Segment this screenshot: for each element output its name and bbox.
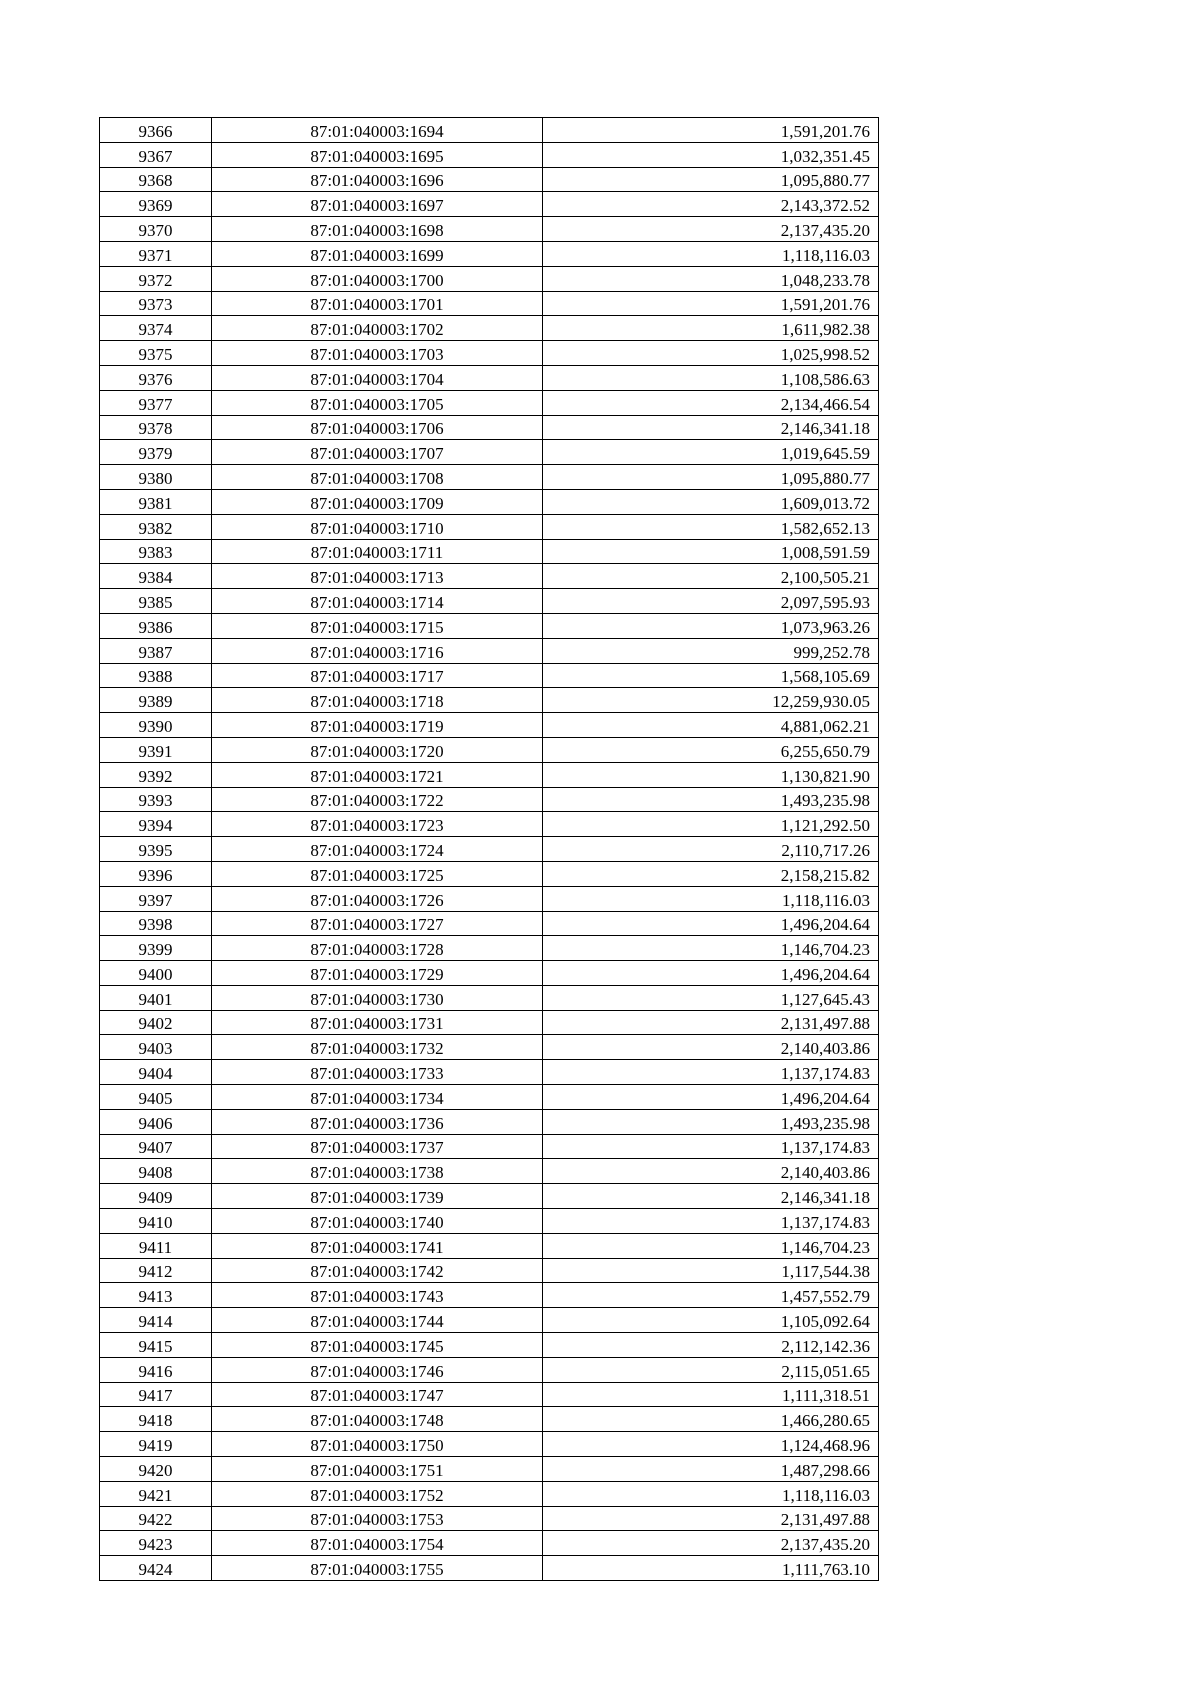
row-number-cell: 9418 [100,1407,212,1432]
table-body [100,118,879,1581]
table-row [100,192,879,217]
row-number-cell: 9409 [100,1184,212,1209]
row-number-cell: 9387 [100,638,212,663]
value-cell: 1,095,880.77 [543,465,879,490]
value-cell: 1,124,468.96 [543,1432,879,1457]
row-number-cell: 9394 [100,812,212,837]
cadastral-number-cell: 87:01:040003:1754 [212,1531,543,1556]
table-row [100,539,879,564]
cadastral-number-cell: 87:01:040003:1752 [212,1481,543,1506]
cadastral-number-cell: 87:01:040003:1745 [212,1333,543,1358]
table-row [100,663,879,688]
cadastral-number-cell: 87:01:040003:1711 [212,539,543,564]
row-number-cell: 9412 [100,1258,212,1283]
cadastral-number-cell: 87:01:040003:1741 [212,1233,543,1258]
value-cell: 2,143,372.52 [543,192,879,217]
value-cell: 1,137,174.83 [543,1209,879,1234]
row-number-cell: 9416 [100,1357,212,1382]
row-number-cell: 9420 [100,1457,212,1482]
value-cell: 2,137,435.20 [543,217,879,242]
row-number-cell: 9424 [100,1556,212,1581]
value-cell: 1,111,763.10 [543,1556,879,1581]
cadastral-number-cell: 87:01:040003:1720 [212,737,543,762]
row-number-cell: 9371 [100,241,212,266]
row-number-cell: 9404 [100,1060,212,1085]
row-number-cell: 9400 [100,961,212,986]
cadastral-number-cell: 87:01:040003:1729 [212,961,543,986]
value-cell: 2,146,341.18 [543,1184,879,1209]
table-row [100,564,879,589]
table-row [100,1556,879,1581]
row-number-cell: 9399 [100,936,212,961]
row-number-cell: 9408 [100,1159,212,1184]
value-cell: 1,457,552.79 [543,1283,879,1308]
value-cell: 1,130,821.90 [543,762,879,787]
table-row [100,936,879,961]
row-number-cell: 9376 [100,365,212,390]
cadastral-number-cell: 87:01:040003:1699 [212,241,543,266]
table-row [100,737,879,762]
table-row [100,911,879,936]
cadastral-number-cell: 87:01:040003:1748 [212,1407,543,1432]
row-number-cell: 9414 [100,1308,212,1333]
row-number-cell: 9384 [100,564,212,589]
row-number-cell: 9390 [100,713,212,738]
value-cell: 1,019,645.59 [543,440,879,465]
value-cell: 1,095,880.77 [543,167,879,192]
table-row [100,787,879,812]
value-cell: 1,008,591.59 [543,539,879,564]
table-row [100,365,879,390]
row-number-cell: 9388 [100,663,212,688]
cadastral-number-cell: 87:01:040003:1709 [212,489,543,514]
value-cell: 1,493,235.98 [543,1109,879,1134]
cadastral-number-cell: 87:01:040003:1747 [212,1382,543,1407]
table-row [100,1184,879,1209]
table-row [100,390,879,415]
cadastral-number-cell: 87:01:040003:1740 [212,1209,543,1234]
value-cell: 1,105,092.64 [543,1308,879,1333]
table-row [100,1457,879,1482]
table-row [100,861,879,886]
cadastral-number-cell: 87:01:040003:1701 [212,291,543,316]
row-number-cell: 9413 [100,1283,212,1308]
value-cell: 1,118,116.03 [543,1481,879,1506]
row-number-cell: 9385 [100,589,212,614]
table-row [100,1333,879,1358]
value-cell: 2,146,341.18 [543,415,879,440]
row-number-cell: 9422 [100,1506,212,1531]
row-number-cell: 9368 [100,167,212,192]
value-cell: 1,127,645.43 [543,985,879,1010]
table-row [100,1209,879,1234]
cadastral-number-cell: 87:01:040003:1719 [212,713,543,738]
row-number-cell: 9380 [100,465,212,490]
row-number-cell: 9370 [100,217,212,242]
value-cell: 1,496,204.64 [543,961,879,986]
table-row [100,638,879,663]
cadastral-number-cell: 87:01:040003:1714 [212,589,543,614]
value-cell: 2,140,403.86 [543,1159,879,1184]
row-number-cell: 9373 [100,291,212,316]
cadastral-number-cell: 87:01:040003:1739 [212,1184,543,1209]
row-number-cell: 9382 [100,514,212,539]
cadastral-number-cell: 87:01:040003:1705 [212,390,543,415]
value-cell: 1,493,235.98 [543,787,879,812]
table-row [100,1432,879,1457]
cadastral-number-cell: 87:01:040003:1721 [212,762,543,787]
cadastral-number-cell: 87:01:040003:1743 [212,1283,543,1308]
row-number-cell: 9401 [100,985,212,1010]
row-number-cell: 9423 [100,1531,212,1556]
value-cell: 2,158,215.82 [543,861,879,886]
table-row [100,1258,879,1283]
row-number-cell: 9389 [100,688,212,713]
value-cell: 1,146,704.23 [543,1233,879,1258]
cadastral-number-cell: 87:01:040003:1734 [212,1085,543,1110]
cadastral-number-cell: 87:01:040003:1737 [212,1134,543,1159]
row-number-cell: 9395 [100,837,212,862]
row-number-cell: 9421 [100,1481,212,1506]
row-number-cell: 9406 [100,1109,212,1134]
table-row [100,1531,879,1556]
cadastral-number-cell: 87:01:040003:1738 [212,1159,543,1184]
row-number-cell: 9386 [100,613,212,638]
row-number-cell: 9407 [100,1134,212,1159]
value-cell: 1,073,963.26 [543,613,879,638]
row-number-cell: 9383 [100,539,212,564]
cadastral-number-cell: 87:01:040003:1732 [212,1035,543,1060]
cadastral-number-cell: 87:01:040003:1736 [212,1109,543,1134]
value-cell: 2,134,466.54 [543,390,879,415]
cadastral-number-cell: 87:01:040003:1713 [212,564,543,589]
cadastral-number-cell: 87:01:040003:1708 [212,465,543,490]
table-row [100,1382,879,1407]
table-row [100,1109,879,1134]
cadastral-number-cell: 87:01:040003:1751 [212,1457,543,1482]
cadastral-number-cell: 87:01:040003:1744 [212,1308,543,1333]
table-row [100,762,879,787]
row-number-cell: 9397 [100,886,212,911]
table-row [100,1035,879,1060]
cadastral-number-cell: 87:01:040003:1724 [212,837,543,862]
row-number-cell: 9419 [100,1432,212,1457]
cadastral-number-cell: 87:01:040003:1755 [212,1556,543,1581]
value-cell: 1,487,298.66 [543,1457,879,1482]
value-cell: 2,097,595.93 [543,589,879,614]
cadastral-number-cell: 87:01:040003:1716 [212,638,543,663]
cadastral-number-cell: 87:01:040003:1715 [212,613,543,638]
table-row [100,886,879,911]
value-cell: 1,121,292.50 [543,812,879,837]
table-row [100,1085,879,1110]
table-row [100,316,879,341]
cadastral-number-cell: 87:01:040003:1696 [212,167,543,192]
table-row [100,465,879,490]
value-cell: 1,611,982.38 [543,316,879,341]
row-number-cell: 9411 [100,1233,212,1258]
value-cell: 1,025,998.52 [543,341,879,366]
table-row [100,1134,879,1159]
table-row [100,961,879,986]
table-row [100,291,879,316]
row-number-cell: 9403 [100,1035,212,1060]
cadastral-number-cell: 87:01:040003:1742 [212,1258,543,1283]
table-row [100,1308,879,1333]
table-row [100,1506,879,1531]
row-number-cell: 9392 [100,762,212,787]
value-cell: 1,568,105.69 [543,663,879,688]
value-cell: 1,118,116.03 [543,241,879,266]
cadastral-number-cell: 87:01:040003:1698 [212,217,543,242]
row-number-cell: 9415 [100,1333,212,1358]
table-row [100,440,879,465]
cadastral-number-cell: 87:01:040003:1723 [212,812,543,837]
value-cell: 1,137,174.83 [543,1060,879,1085]
cadastral-number-cell: 87:01:040003:1726 [212,886,543,911]
row-number-cell: 9375 [100,341,212,366]
cadastral-number-cell: 87:01:040003:1733 [212,1060,543,1085]
cadastral-number-cell: 87:01:040003:1722 [212,787,543,812]
value-cell: 2,115,051.65 [543,1357,879,1382]
row-number-cell: 9396 [100,861,212,886]
table-row [100,217,879,242]
row-number-cell: 9381 [100,489,212,514]
value-cell: 999,252.78 [543,638,879,663]
row-number-cell: 9378 [100,415,212,440]
table-row [100,118,879,143]
value-cell: 12,259,930.05 [543,688,879,713]
table-row [100,1407,879,1432]
row-number-cell: 9377 [100,390,212,415]
value-cell: 2,131,497.88 [543,1010,879,1035]
table-row [100,489,879,514]
row-number-cell: 9372 [100,266,212,291]
table-row [100,1233,879,1258]
cadastral-number-cell: 87:01:040003:1727 [212,911,543,936]
value-cell: 1,609,013.72 [543,489,879,514]
cadastral-number-cell: 87:01:040003:1725 [212,861,543,886]
cadastral-number-cell: 87:01:040003:1700 [212,266,543,291]
value-cell: 2,140,403.86 [543,1035,879,1060]
table-row [100,1060,879,1085]
cadastral-number-cell: 87:01:040003:1717 [212,663,543,688]
cadastral-number-cell: 87:01:040003:1694 [212,118,543,143]
value-cell: 1,146,704.23 [543,936,879,961]
value-cell: 1,117,544.38 [543,1258,879,1283]
table-row [100,415,879,440]
value-cell: 2,112,142.36 [543,1333,879,1358]
row-number-cell: 9402 [100,1010,212,1035]
table-row [100,1159,879,1184]
value-cell: 1,591,201.76 [543,118,879,143]
value-cell: 1,591,201.76 [543,291,879,316]
row-number-cell: 9393 [100,787,212,812]
row-number-cell: 9369 [100,192,212,217]
value-cell: 1,118,116.03 [543,886,879,911]
cadastral-number-cell: 87:01:040003:1707 [212,440,543,465]
table-row [100,812,879,837]
cadastral-number-cell: 87:01:040003:1746 [212,1357,543,1382]
table-row [100,688,879,713]
cadastral-number-cell: 87:01:040003:1703 [212,341,543,366]
table-row [100,613,879,638]
value-cell: 1,466,280.65 [543,1407,879,1432]
cadastral-number-cell: 87:01:040003:1728 [212,936,543,961]
value-cell: 6,255,650.79 [543,737,879,762]
cadastral-number-cell: 87:01:040003:1706 [212,415,543,440]
table-row [100,341,879,366]
value-cell: 2,100,505.21 [543,564,879,589]
row-number-cell: 9417 [100,1382,212,1407]
cadastral-number-cell: 87:01:040003:1702 [212,316,543,341]
value-cell: 2,110,717.26 [543,837,879,862]
row-number-cell: 9398 [100,911,212,936]
table-row [100,985,879,1010]
value-cell: 2,137,435.20 [543,1531,879,1556]
row-number-cell: 9410 [100,1209,212,1234]
table-row [100,514,879,539]
table-row [100,142,879,167]
table-row [100,1010,879,1035]
cadastral-number-cell: 87:01:040003:1718 [212,688,543,713]
row-number-cell: 9366 [100,118,212,143]
cadastral-number-cell: 87:01:040003:1730 [212,985,543,1010]
row-number-cell: 9374 [100,316,212,341]
cadastral-number-cell: 87:01:040003:1731 [212,1010,543,1035]
table-row [100,1481,879,1506]
row-number-cell: 9367 [100,142,212,167]
value-cell: 1,032,351.45 [543,142,879,167]
cadastral-number-cell: 87:01:040003:1750 [212,1432,543,1457]
row-number-cell: 9405 [100,1085,212,1110]
value-cell: 2,131,497.88 [543,1506,879,1531]
value-cell: 1,137,174.83 [543,1134,879,1159]
table-row [100,1357,879,1382]
table-row [100,266,879,291]
table-row [100,589,879,614]
cadastral-number-cell: 87:01:040003:1695 [212,142,543,167]
row-number-cell: 9379 [100,440,212,465]
table-row [100,1283,879,1308]
cadastral-number-cell: 87:01:040003:1753 [212,1506,543,1531]
value-cell: 1,111,318.51 [543,1382,879,1407]
table-row [100,167,879,192]
cadastral-number-cell: 87:01:040003:1704 [212,365,543,390]
value-cell: 1,582,652.13 [543,514,879,539]
table-row [100,837,879,862]
table-row [100,241,879,266]
value-cell: 4,881,062.21 [543,713,879,738]
value-cell: 1,496,204.64 [543,1085,879,1110]
value-cell: 1,496,204.64 [543,911,879,936]
parcel-value-table [99,117,879,1581]
value-cell: 1,108,586.63 [543,365,879,390]
table-row [100,713,879,738]
cadastral-number-cell: 87:01:040003:1697 [212,192,543,217]
cadastral-number-cell: 87:01:040003:1710 [212,514,543,539]
row-number-cell: 9391 [100,737,212,762]
value-cell: 1,048,233.78 [543,266,879,291]
